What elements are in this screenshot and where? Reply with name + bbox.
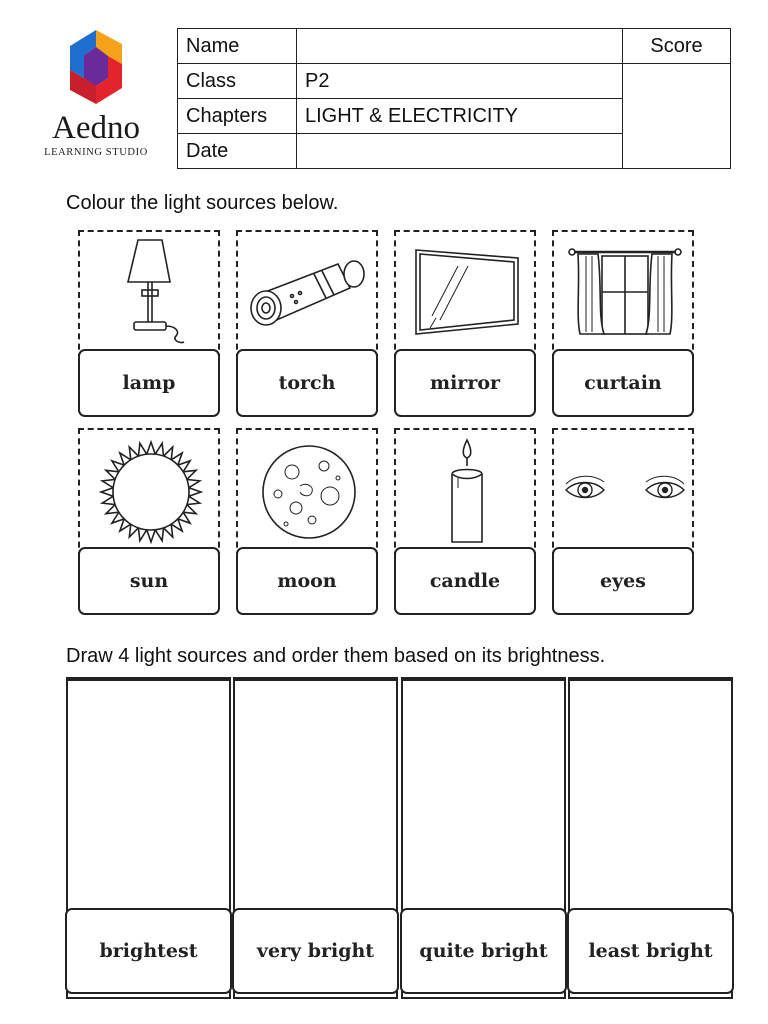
curtain-icon <box>558 236 692 352</box>
drawing-box-label: brightest <box>65 908 232 994</box>
drawing-box-very-bright[interactable] <box>233 677 398 999</box>
instruction-colour: Colour the light sources below. <box>66 192 339 214</box>
chapters-label: Chapters <box>178 99 297 134</box>
candle-icon <box>400 434 534 550</box>
card-label: eyes <box>552 547 694 615</box>
card-label: curtain <box>552 349 694 417</box>
drawing-box-label: very bright <box>232 908 399 994</box>
drawing-box-label: least bright <box>567 908 734 994</box>
class-value: P2 <box>297 64 623 99</box>
chapters-value: LIGHT & ELECTRICITY <box>297 99 623 134</box>
name-field[interactable] <box>297 29 623 64</box>
drawing-box-quite-bright[interactable] <box>401 677 566 999</box>
brand-logo <box>36 28 156 163</box>
sun-icon <box>84 434 218 550</box>
date-field[interactable] <box>297 134 623 169</box>
mirror-icon <box>400 236 534 352</box>
date-label: Date <box>178 134 297 169</box>
drawing-box-brightest[interactable] <box>66 677 231 999</box>
drawing-box-label: quite bright <box>400 908 567 994</box>
logo-wordmark: Aedno <box>52 110 140 146</box>
class-label: Class <box>178 64 297 99</box>
card-curtain[interactable] <box>552 230 694 416</box>
card-lamp[interactable] <box>78 230 220 416</box>
card-torch[interactable] <box>236 230 378 416</box>
card-mirror[interactable] <box>394 230 536 416</box>
score-label: Score <box>623 29 731 64</box>
card-moon[interactable] <box>236 428 378 614</box>
card-label: mirror <box>394 349 536 417</box>
instruction-draw: Draw 4 light sources and order them based on its brightness. <box>66 645 606 667</box>
card-label: sun <box>78 547 220 615</box>
card-label: moon <box>236 547 378 615</box>
aedno-logo-icon <box>58 28 134 108</box>
card-eyes[interactable] <box>552 428 694 614</box>
card-label: candle <box>394 547 536 615</box>
drawing-box-least-bright[interactable] <box>568 677 733 999</box>
card-label: lamp <box>78 349 220 417</box>
logo-subtitle: LEARNING STUDIO <box>44 147 148 158</box>
eyes-icon <box>558 434 692 550</box>
student-info-table <box>177 28 731 169</box>
name-label: Name <box>178 29 297 64</box>
card-sun[interactable] <box>78 428 220 614</box>
lamp-icon <box>84 236 218 352</box>
moon-icon <box>242 434 376 550</box>
card-candle[interactable] <box>394 428 536 614</box>
torch-icon <box>242 236 376 352</box>
score-field[interactable] <box>623 64 731 169</box>
card-label: torch <box>236 349 378 417</box>
